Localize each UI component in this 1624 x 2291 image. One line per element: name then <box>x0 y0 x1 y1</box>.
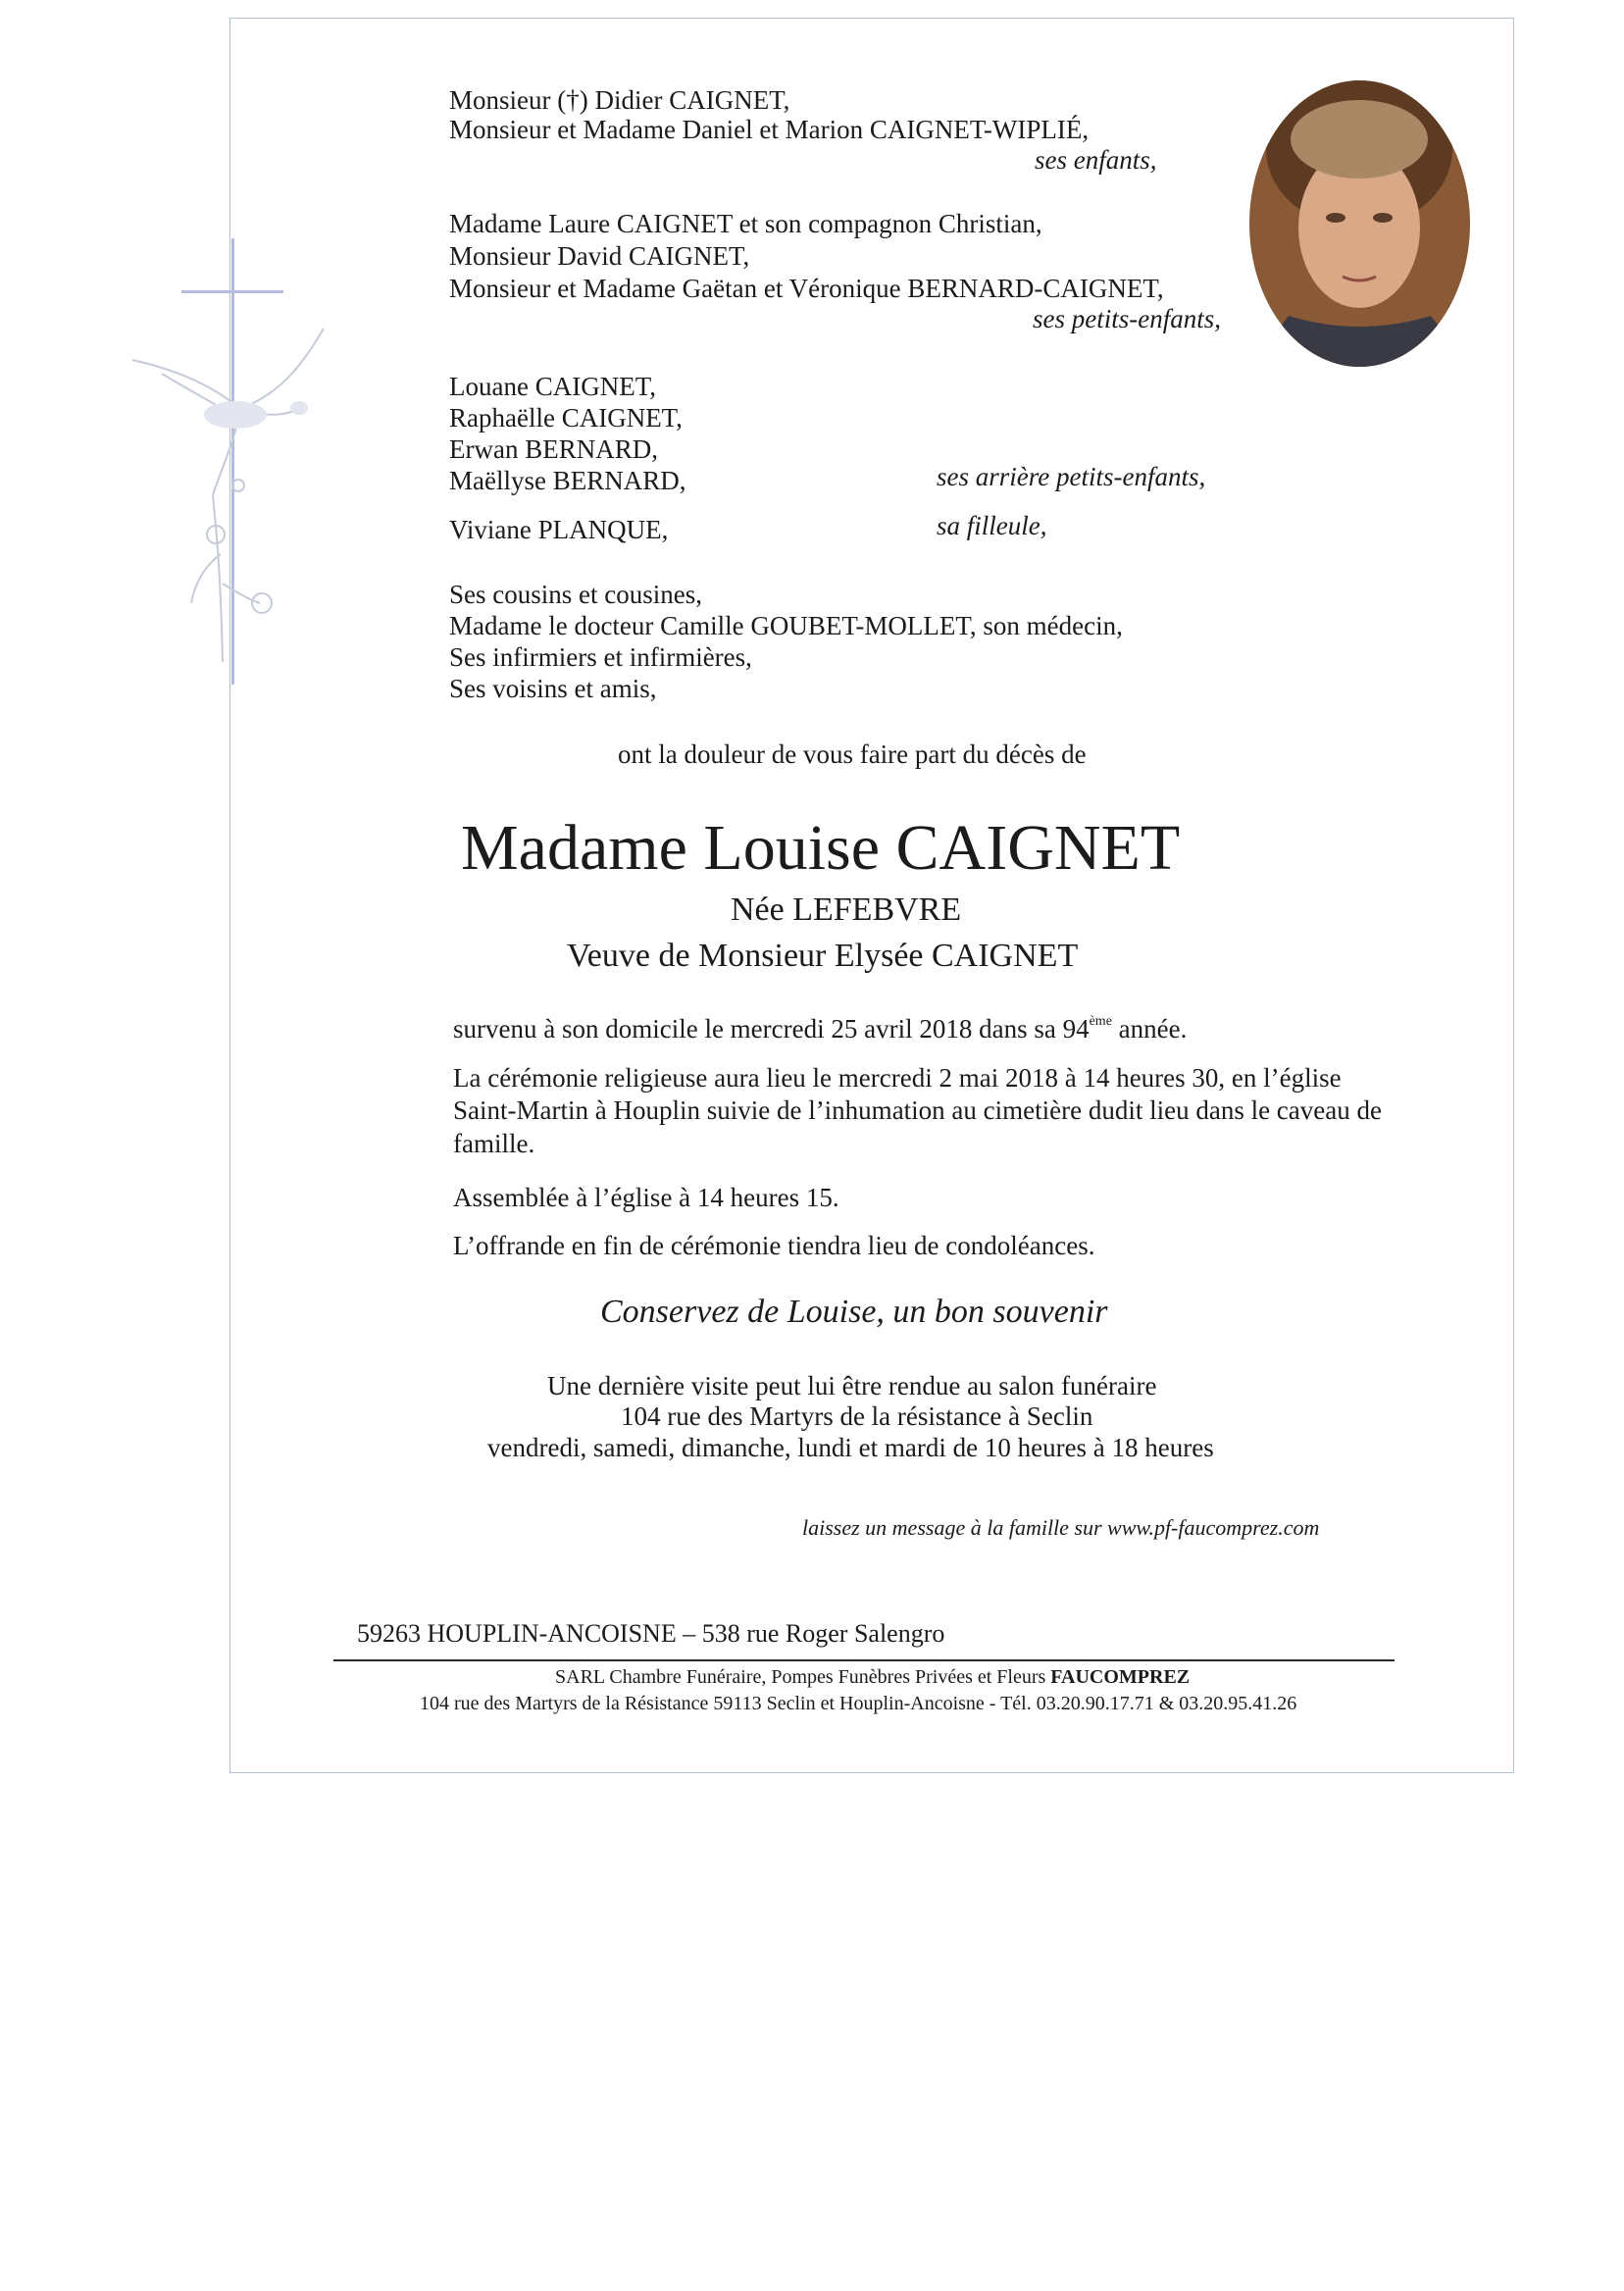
cross-horizontal-line <box>181 290 283 293</box>
portrait-photo <box>1249 80 1470 367</box>
online-message-link[interactable]: laissez un message à la famille sur www.pf-faucomprez.com <box>802 1515 1320 1540</box>
others-line-1: Ses cousins et cousines, <box>449 580 702 609</box>
children-line-1: Monsieur (†) Didier CAIGNET, <box>449 85 790 115</box>
children-line-2: Monsieur et Madame Daniel et Marion CAIGNET-WIPLIÉ, <box>449 115 1090 144</box>
assembly: Assemblée à l’église à 14 heures 15. <box>453 1183 839 1212</box>
deceased-maiden-name: Née LEFEBVRE <box>731 891 962 928</box>
visit-line-1: Une dernière visite peut lui être rendue au salon funéraire <box>547 1371 1157 1400</box>
great-grandchild-line-2: Raphaëlle CAIGNET, <box>449 403 683 433</box>
ceremony-line-2: Saint-Martin à Houplin suivie de l’inhumation au cimetière dudit lieu dans le caveau de <box>453 1095 1382 1125</box>
footer-company <box>555 1665 1190 1689</box>
visit-line-2: 104 rue des Martyrs de la résistance à Seclin <box>621 1401 1093 1431</box>
great-grandchildren-relation: ses arrière petits-enfants, <box>937 462 1206 491</box>
footer-divider <box>333 1659 1395 1661</box>
grandchildren-line-3: Monsieur et Madame Gaëtan et Véronique BERNARD-CAIGNET, <box>449 274 1164 303</box>
footer-company-prefix: SARL Chambre Funéraire, Pompes Funèbres Privées et Fleurs <box>555 1666 1051 1688</box>
dove-flower-illustration <box>123 309 338 682</box>
death-statement <box>453 1013 1187 1044</box>
grandchildren-line-1: Madame Laure CAIGNET et son compagnon Christian, <box>449 209 1042 238</box>
footer-company-name: FAUCOMPREZ <box>1050 1666 1191 1688</box>
ceremony-line-3: famille. <box>453 1129 535 1158</box>
grandchildren-relation: ses petits-enfants, <box>1033 304 1221 333</box>
ordinal-suffix: ème <box>1089 1014 1112 1029</box>
address: 59263 HOUPLIN-ANCOISNE – 538 rue Roger Salengro <box>357 1619 945 1648</box>
grandchildren-line-2: Monsieur David CAIGNET, <box>449 241 750 271</box>
death-text: survenu à son domicile le mercredi 25 avril 2018 dans sa 94 <box>453 1014 1090 1044</box>
footer-contact: 104 rue des Martyrs de la Résistance 59113 Seclin et Houplin-Ancoisne - Tél. 03.20.90.17.71 & 03.20.95.41.26 <box>420 1693 1297 1714</box>
deceased-widow-of: Veuve de Monsieur Elysée CAIGNET <box>567 938 1079 974</box>
offering: L’offrande en fin de cérémonie tiendra lieu de condoléances. <box>453 1231 1095 1260</box>
others-line-2: Madame le docteur Camille GOUBET-MOLLET, son médecin, <box>449 611 1123 640</box>
ceremony-line-1: La cérémonie religieuse aura lieu le mercredi 2 mai 2018 à 14 heures 30, en l’église <box>453 1063 1342 1093</box>
goddaughter-name: Viviane PLANQUE, <box>449 515 669 544</box>
children-relation: ses enfants, <box>1035 145 1157 175</box>
goddaughter-relation: sa filleule, <box>937 511 1047 540</box>
others-line-3: Ses infirmiers et infirmières, <box>449 642 752 672</box>
others-line-4: Ses voisins et amis, <box>449 674 657 703</box>
visit-line-3: vendredi, samedi, dimanche, lundi et mardi de 10 heures à 18 heures <box>487 1433 1214 1462</box>
great-grandchild-line-4: Maëllyse BERNARD, <box>449 466 686 495</box>
motto: Conservez de Louise, un bon souvenir <box>600 1294 1108 1330</box>
great-grandchild-line-1: Louane CAIGNET, <box>449 372 656 401</box>
announcement: ont la douleur de vous faire part du décès de <box>618 739 1087 769</box>
death-suffix: année. <box>1111 1014 1188 1044</box>
deceased-name: Madame Louise CAIGNET <box>461 812 1181 884</box>
great-grandchild-line-3: Erwan BERNARD, <box>449 434 658 464</box>
